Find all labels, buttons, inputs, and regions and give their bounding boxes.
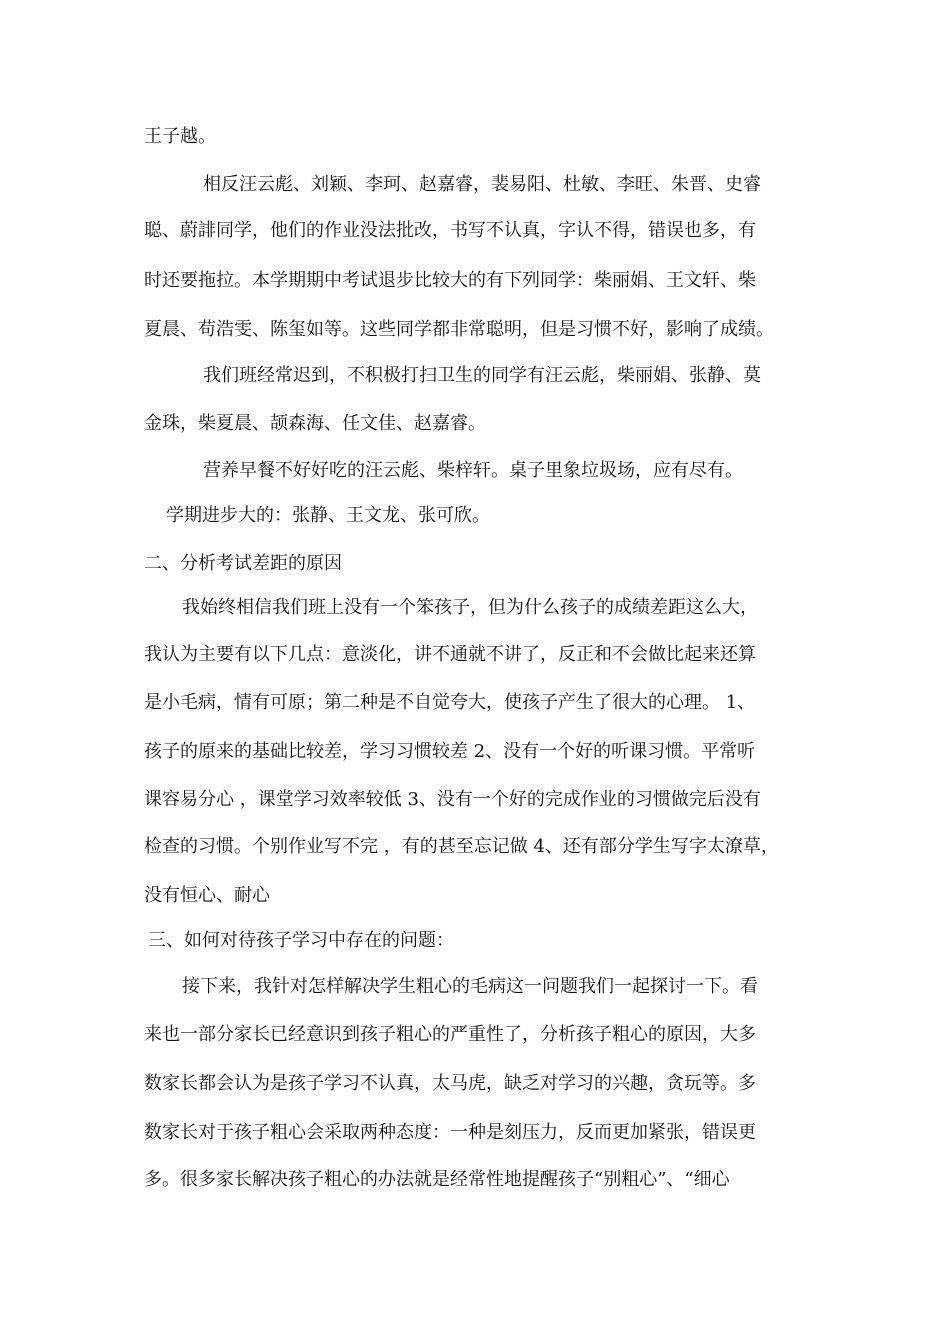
text-line: 接下来，我针对怎样解决学生粗心的毛病这一问题我们一起探讨一下。看 [182,976,758,997]
text-line: 时还要拖拉。本学期期中考试退步比较大的有下列同学：柴丽娟、王文轩、柴 [144,270,756,291]
text-line: 营养早餐不好好吃的汪云彪、柴梓轩。桌子里象垃圾场，应有尽有。 [203,460,743,481]
text-line: 我始终相信我们班上没有一个笨孩子，但为什么孩子的成绩差距这么大， [182,597,758,618]
section-heading: 二、分析考试差距的原因 [144,553,342,574]
section-heading: 三、如何对待孩子学习中存在的问题： [148,930,454,951]
text-line: 检查的习惯。个别作业写不完 ，有的甚至忘记做 4、还有部分学生写字太潦草， [144,836,779,857]
text-line: 课容易分心 ，课堂学习效率较低 3、没有一个好的完成作业的习惯做完后没有 [144,789,761,810]
text-line: 王子越。 [144,126,216,147]
text-line: 没有恒心、耐心 [144,885,270,906]
text-line: 是小毛病，情有可原；第二种是不自觉夸大，使孩子产生了很大的心理。 1、 [144,692,756,713]
text-line: 金珠，柴夏晨、颉森海、任文佳、赵嘉睿。 [144,413,486,434]
text-line: 数家长都会认为是孩子学习不认真，太马虎，缺乏对学习的兴趣，贪玩等。多 [144,1073,756,1094]
text-line: 夏晨、苟浩雯、陈玺如等。这些同学都非常聪明，但是习惯不好，影响了成绩。 [144,319,774,340]
text-line: 学期进步大的：张静、王文龙、张可欣。 [166,505,490,526]
text-line: 我们班经常迟到，不积极打扫卫生的同学有汪云彪，柴丽娟、张静、莫 [203,365,761,386]
text-line: 相反汪云彪、刘颖、李珂、赵嘉睿，裴易阳、杜敏、李旺、朱晋、史睿 [203,174,761,195]
text-line: 数家长对于孩子粗心会采取两种态度：一种是刻压力，反而更加紧张，错误更 [144,1122,756,1143]
text-line: 我认为主要有以下几点：意淡化，讲不通就不讲了，反正和不会做比起来还算 [144,644,756,665]
text-line: 聪、蔚誹同学，他们的作业没法批改，书写不认真，字认不得，错误也多，有 [144,220,756,241]
text-line: 来也一部分家长已经意识到孩子粗心的严重性了，分析孩子粗心的原因，大多 [144,1024,756,1045]
text-line: 多。很多家长解决孩子粗心的办法就是经常性地提醒孩子“别粗心”、“细心 [144,1169,730,1190]
text-line: 孩子的原来的基础比较差，学习习惯较差 2、没有一个好的听课习惯。平常听 [144,741,756,762]
